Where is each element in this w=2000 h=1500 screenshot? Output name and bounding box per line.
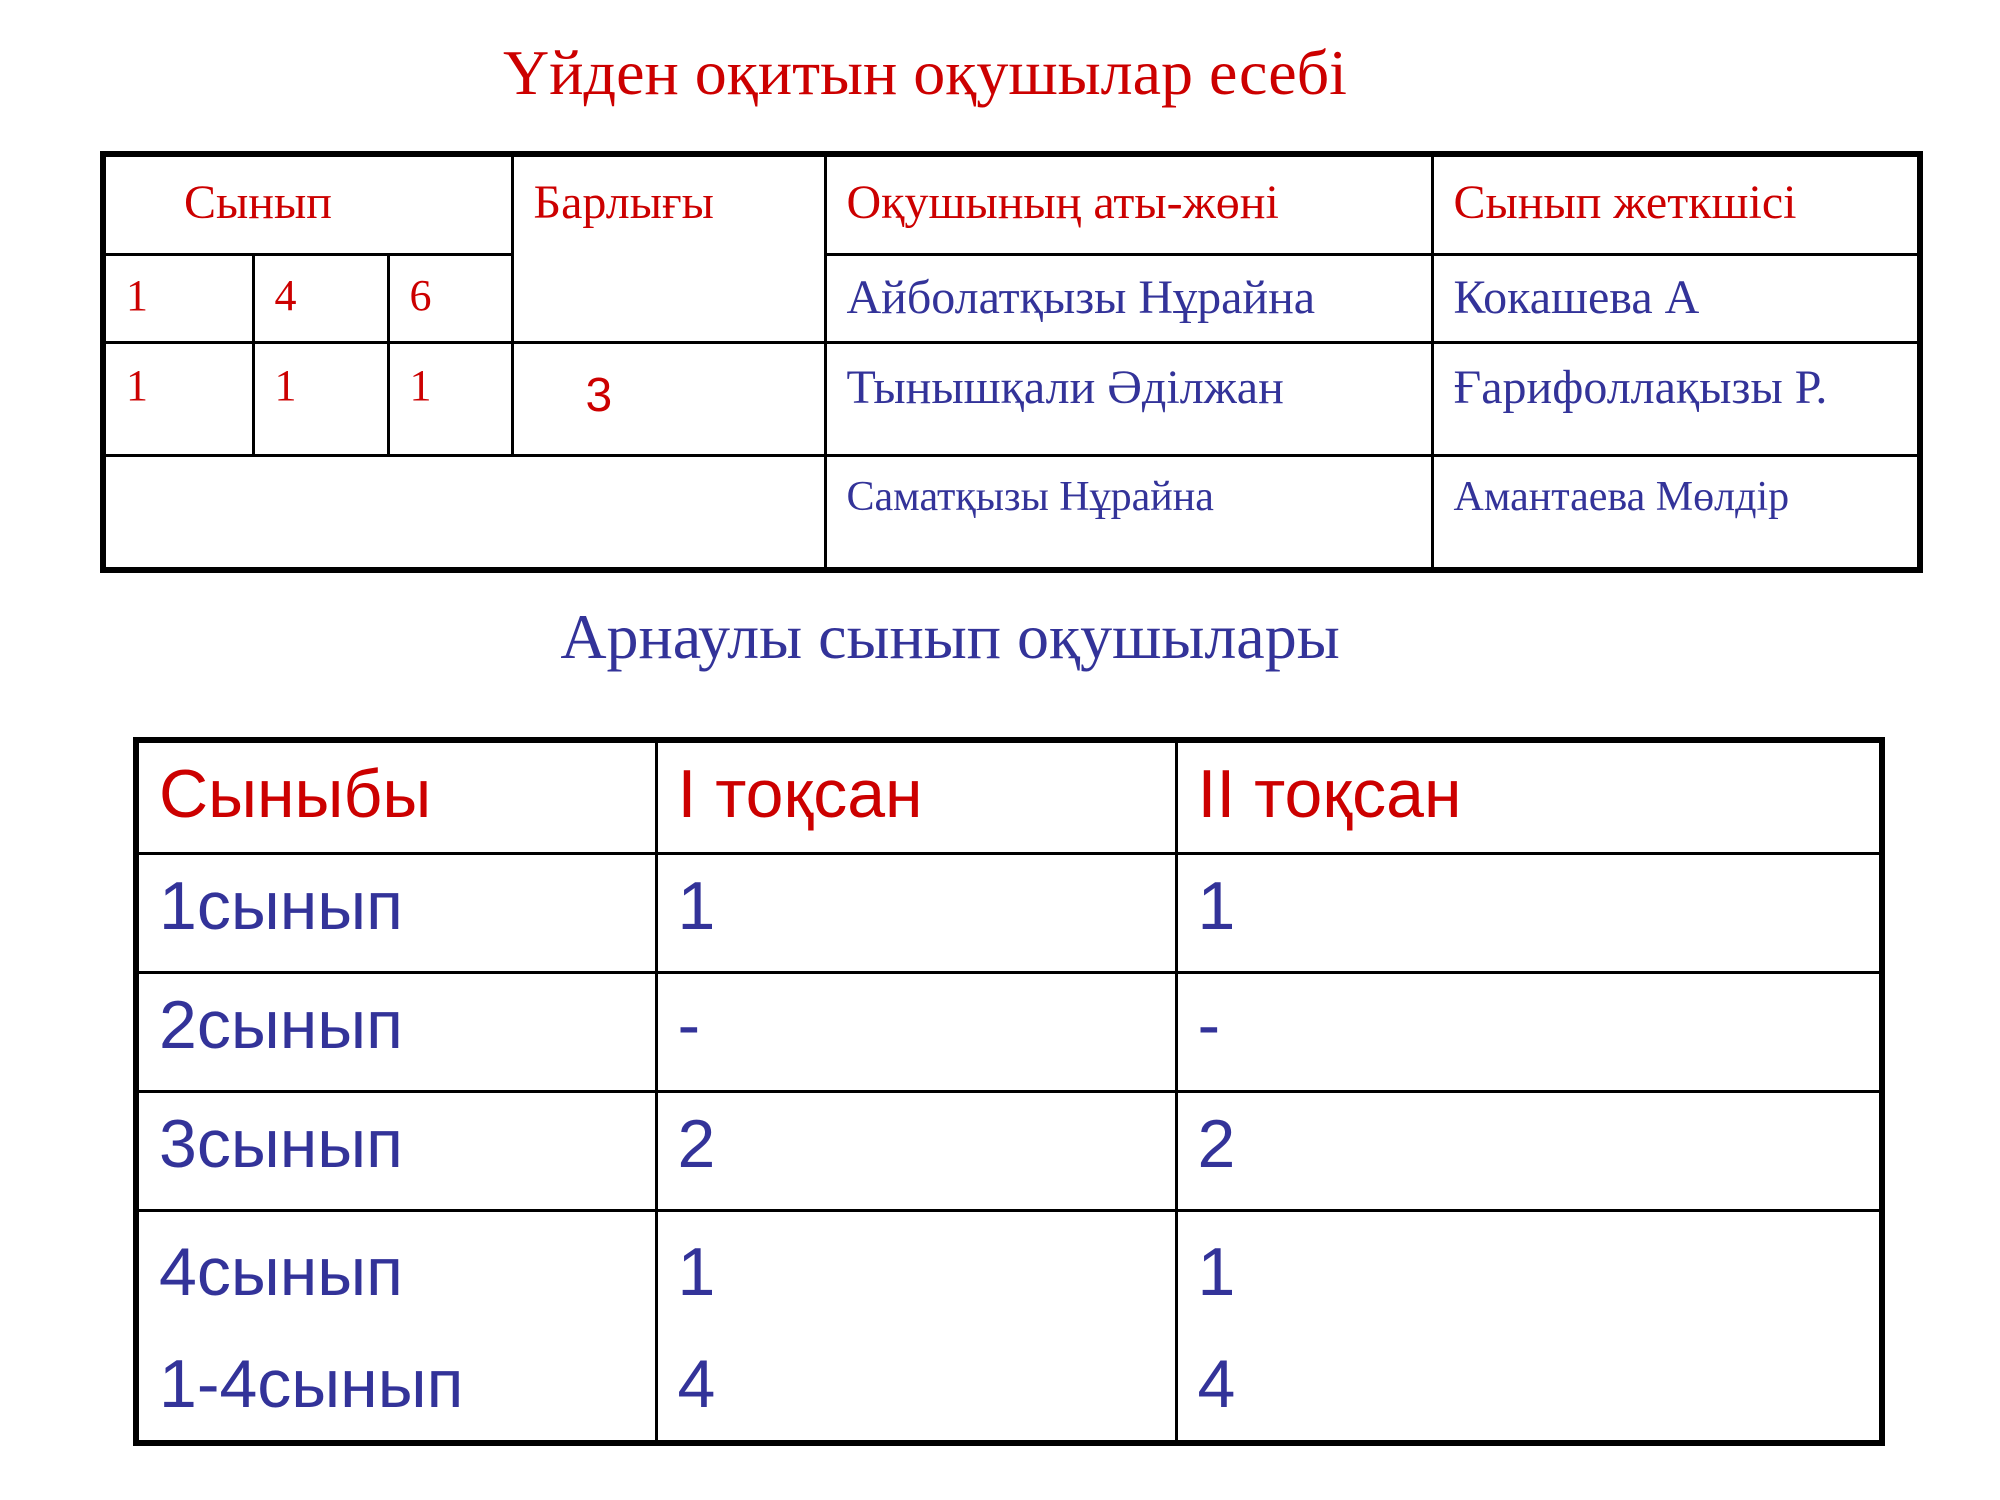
count-cell: 1 [388, 342, 512, 455]
class-cell: 1сынып [136, 853, 656, 972]
home-schooled-table [100, 151, 1923, 573]
q2-cell: 1 [1176, 853, 1882, 972]
student-name: Айболатқызы Нұрайна [825, 254, 1432, 342]
table-row [136, 1210, 1882, 1443]
table-row [136, 853, 1882, 972]
q2-cell: 2 [1176, 1091, 1882, 1210]
q2-cell: - [1176, 972, 1882, 1091]
q1-cell: 1 [656, 853, 1176, 972]
class-cell: 2сынып [136, 972, 656, 1091]
header-q2: II тоқсан [1176, 740, 1882, 853]
header-class: Сыныбы [136, 740, 656, 853]
q1-cell-group [656, 1210, 1176, 1443]
student-name: Саматқызы Нұрайна [825, 455, 1432, 570]
header-class-teacher: Сынып жеткшісі [1432, 154, 1920, 254]
class-cell-group [136, 1210, 656, 1443]
table-row [136, 1091, 1882, 1210]
count-cell: 1 [253, 342, 388, 455]
grade-cell: 4 [253, 254, 388, 342]
q2-value: 4 [1197, 1345, 1236, 1422]
page-title: Үйден оқитын оқушылар есебі [503, 37, 1347, 108]
q1-value: 4 [677, 1345, 716, 1422]
teacher-name: Кокашева А [1432, 254, 1920, 342]
special-class-table [133, 737, 1885, 1446]
q1-cell: - [656, 972, 1176, 1091]
grade-cell: 6 [388, 254, 512, 342]
teacher-name: Амантаева Мөлдір [1432, 455, 1920, 570]
header-total: Барлығы [512, 154, 825, 342]
section-subtitle: Арнаулы сынып оқушылары [560, 601, 1340, 672]
header-class: Сынып [103, 154, 512, 254]
table-row [136, 972, 1882, 1091]
header-student-name: Оқушының аты-жөні [825, 154, 1432, 254]
q2-cell-group [1176, 1210, 1882, 1443]
q1-cell: 2 [656, 1091, 1176, 1210]
class-label: 1-4сынып [159, 1345, 464, 1422]
class-cell: 3сынып [136, 1091, 656, 1210]
class-label: 4сынып [159, 1233, 403, 1310]
header-q1: I тоқсан [656, 740, 1176, 853]
q1-value: 1 [677, 1233, 716, 1310]
grade-cell: 1 [103, 254, 253, 342]
teacher-name: Ғарифоллақызы Р. [1432, 342, 1920, 455]
empty-cell [103, 455, 825, 570]
q2-value: 1 [1197, 1233, 1236, 1310]
count-cell: 1 [103, 342, 253, 455]
student-name: Тынышқали Әділжан [825, 342, 1432, 455]
total-value: 3 [512, 342, 825, 455]
